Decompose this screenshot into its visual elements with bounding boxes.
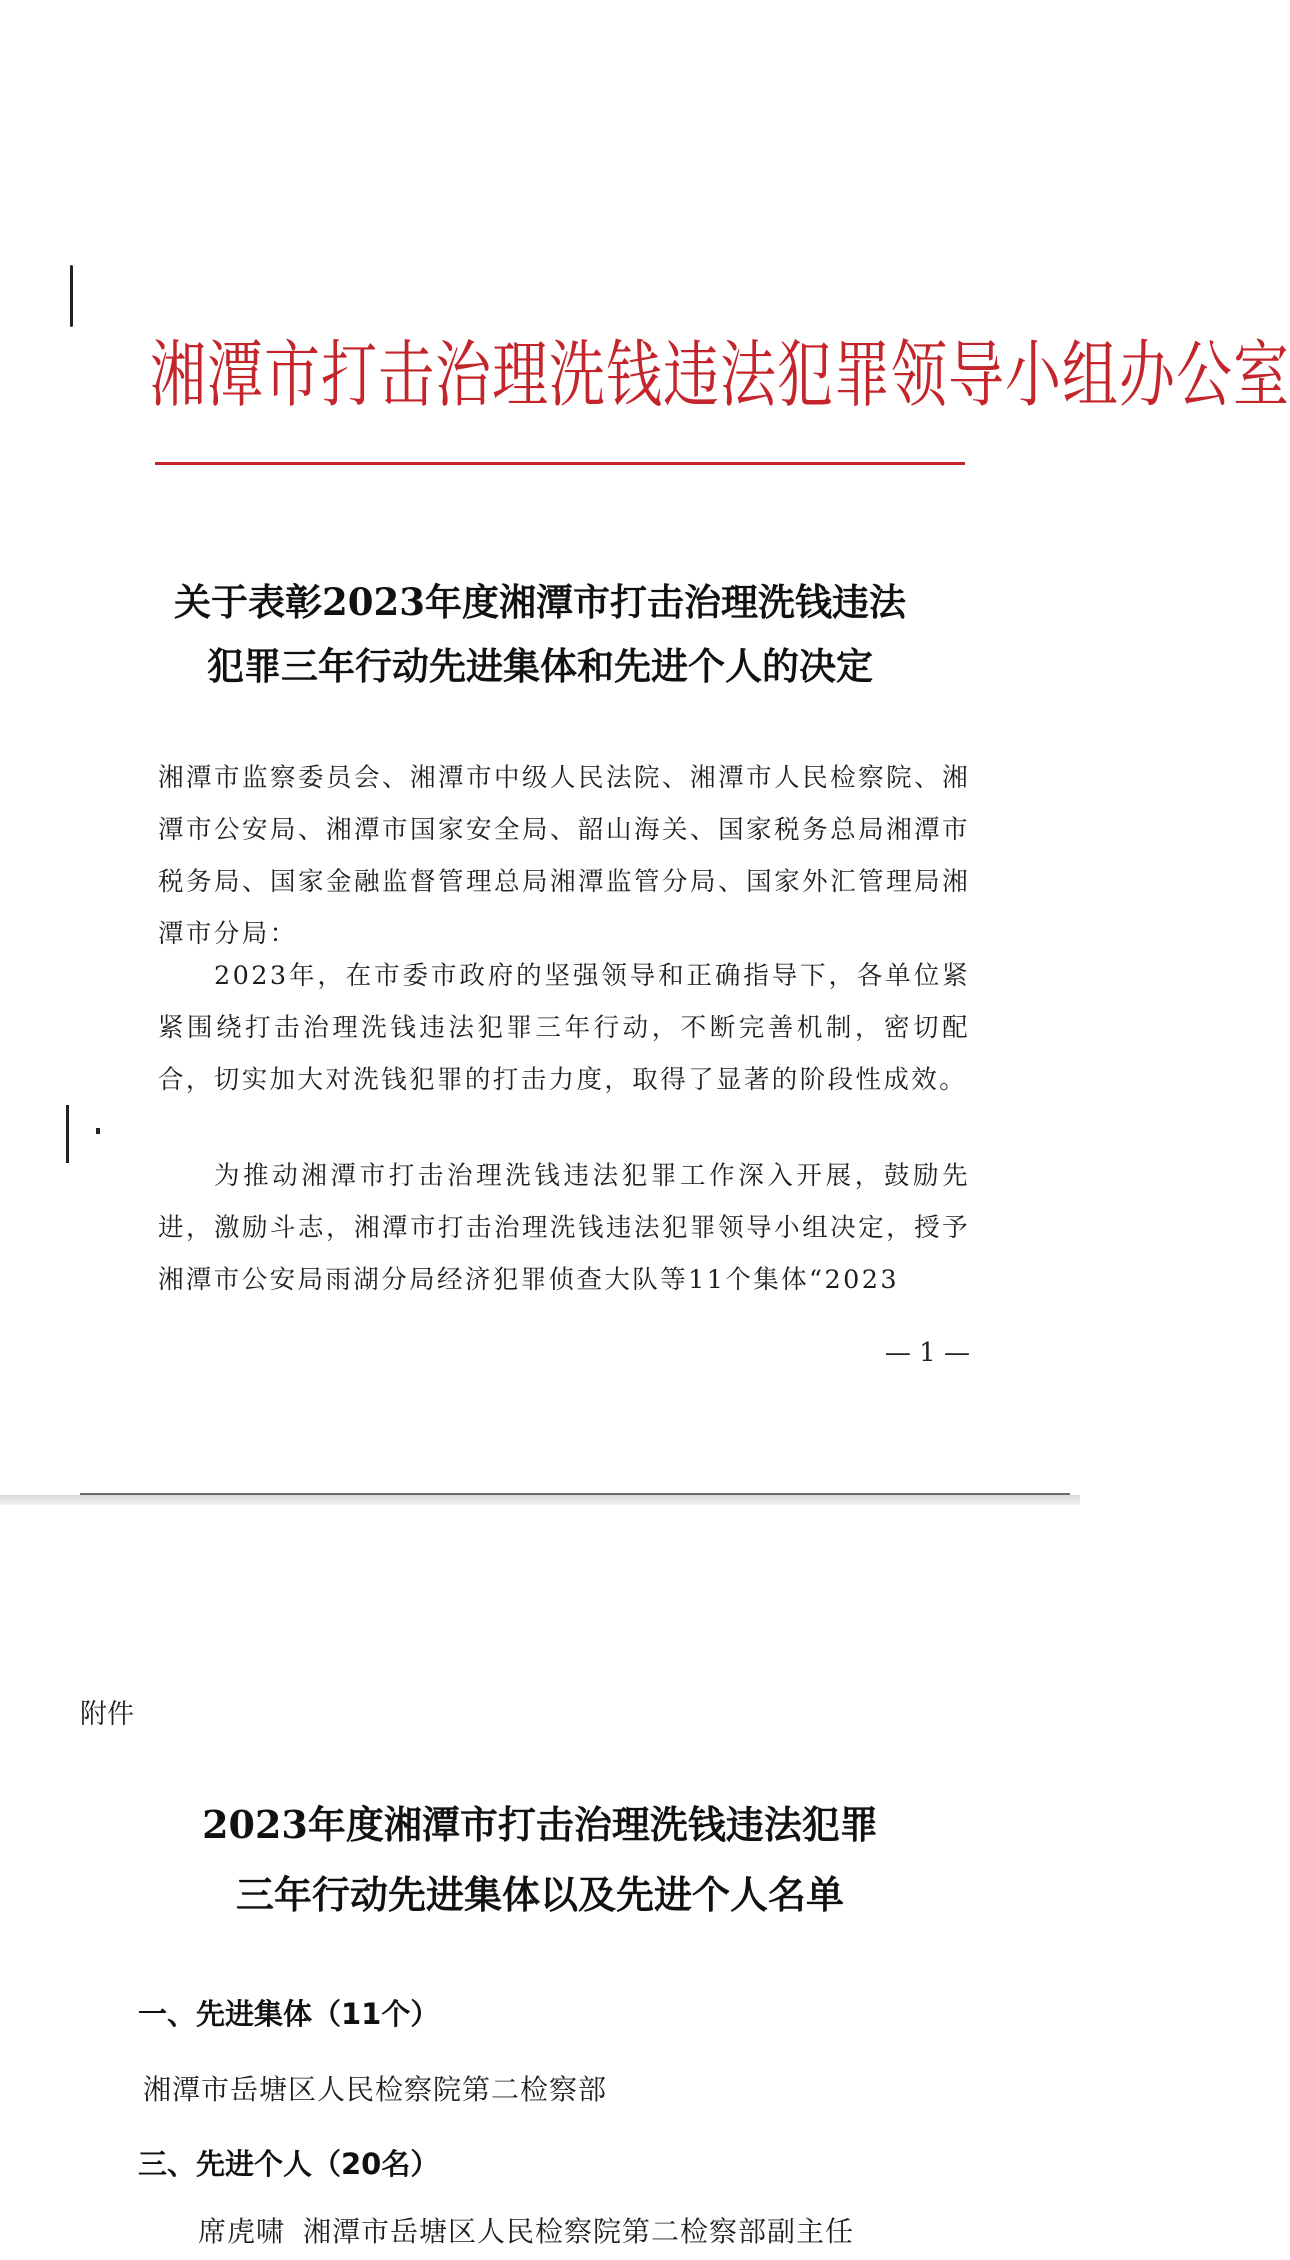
- individual-list-item: [198, 2210, 854, 2250]
- attachment-title: [100, 1790, 980, 1930]
- page-number: — 1 —: [884, 1338, 970, 1368]
- margin-mark-mid: [66, 1105, 69, 1163]
- page-edge-line: [80, 1493, 1070, 1495]
- attachment-title-line-2: 三年行动先进集体以及先进个人名单: [235, 1872, 844, 1917]
- section-heading-collectives: 一、先进集体（11个）: [138, 1997, 440, 2031]
- individual-title: 湘潭市岳塘区人民检察院第二检察部副主任: [303, 2215, 855, 2248]
- page-separator: [0, 1495, 1080, 1505]
- attachment-title-line-1: 2023年度湘潭市打击治理洗钱违法犯罪: [202, 1802, 878, 1847]
- individual-name: 席虎啸: [198, 2215, 286, 2248]
- collective-list-item: 湘潭市岳塘区人民检察院第二检察部: [143, 2073, 608, 2106]
- addressees-paragraph: 湘潭市监察委员会、湘潭市中级人民法院、湘潭市人民检察院、湘潭市公安局、湘潭市国家安全局、韶山海关、国家税务总局湘潭市税务局、国家金融监督管理总局湘潭监管分局、国家外汇管理局湘潭市分局：: [158, 763, 970, 949]
- document-title: [100, 570, 980, 698]
- document-title-line-2: 犯罪三年行动先进集体和先进个人的决定: [207, 644, 873, 688]
- letterhead-red-rule: [155, 462, 965, 465]
- attachment-label: 附件: [80, 1699, 134, 1730]
- document-title-line-1: 关于表彰2023年度湘潭市打击治理洗钱违法: [174, 580, 906, 624]
- margin-mark-dot: [96, 1128, 100, 1134]
- body-paragraph-1: 2023年，在市委市政府的坚强领导和正确指导下，各单位紧紧围绕打击治理洗钱违法犯罪三年行动，不断完善机制，密切配合，切实加大对洗钱犯罪的打击力度，取得了显著的阶段性成效。: [158, 961, 970, 1095]
- section-heading-individuals: 三、先进个人（20名）: [138, 2147, 440, 2181]
- body-paragraph-2: 为推动湘潭市打击治理洗钱违法犯罪工作深入开展，鼓励先进，激励斗志，湘潭市打击治理洗钱违法犯罪领导小组决定，授予湘潭市公安局雨湖分局经济犯罪侦查大队等11个集体“2023: [158, 1161, 970, 1295]
- margin-mark-top: [70, 265, 73, 327]
- letterhead: 湘潭市打击治理洗钱违法犯罪领导小组办公室: [150, 333, 1290, 419]
